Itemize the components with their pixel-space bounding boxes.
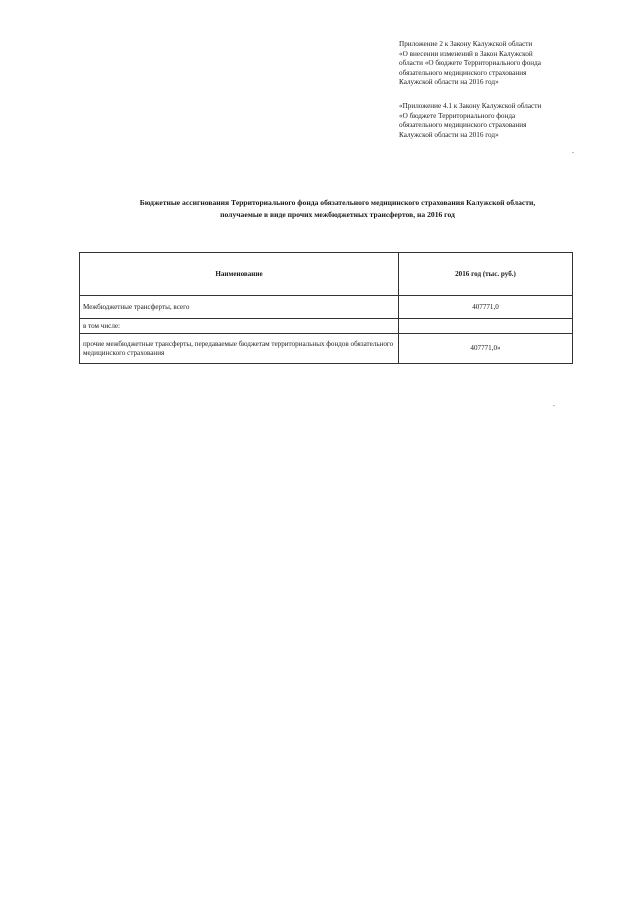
table-row <box>80 319 573 334</box>
table-row <box>80 334 573 364</box>
appendix-line: «О бюджете Территориального фонда <box>399 111 516 120</box>
scan-speck <box>553 405 555 406</box>
appendix-line: Калужской области на 2016 год» <box>399 78 499 87</box>
row-name: Межбюджетные трансферты, всего <box>80 296 399 319</box>
appendix-line: области «О бюджете Территориального фонда <box>399 59 541 68</box>
budget-table <box>79 252 573 364</box>
appendix-line: обязательного медицинского страхования <box>399 68 527 77</box>
document-title <box>60 197 615 221</box>
appendix-note-2 <box>399 40 579 88</box>
appendix-line: «Приложение 4.1 к Закону Калужской области <box>399 102 542 110</box>
appendix-line: обязательного медицинского страхования <box>399 121 527 130</box>
row-value: 407771,0» <box>399 334 573 364</box>
appendix-line: Приложение 2 к Закону Калужской области <box>399 40 533 48</box>
header-year: 2016 год (тыс. руб.) <box>399 253 573 296</box>
row-name: прочие межбюджетные трансферты, передаваемые бюджетам территориальных фондов обязательного медицинского страхования <box>80 334 399 364</box>
table-row <box>80 296 573 319</box>
row-name: в том числе: <box>80 319 399 334</box>
row-value: 407771,0 <box>399 296 573 319</box>
appendix-line: «О внесении изменений в Закон Калужской <box>399 49 533 58</box>
appendix-note-4-1 <box>399 102 579 140</box>
table-header-row <box>80 253 573 296</box>
scan-speck <box>572 152 574 153</box>
title-line-1: Бюджетные ассигнования Территориального фонда обязательного медицинского страхования Калужской области, <box>139 198 536 207</box>
header-name: Наименование <box>80 253 399 296</box>
appendix-line: Калужской области на 2016 год» <box>399 130 499 139</box>
title-line-2: получаемые в виде прочих межбюджетных трансфертов, на 2016 год <box>220 210 455 219</box>
row-value <box>399 319 573 334</box>
